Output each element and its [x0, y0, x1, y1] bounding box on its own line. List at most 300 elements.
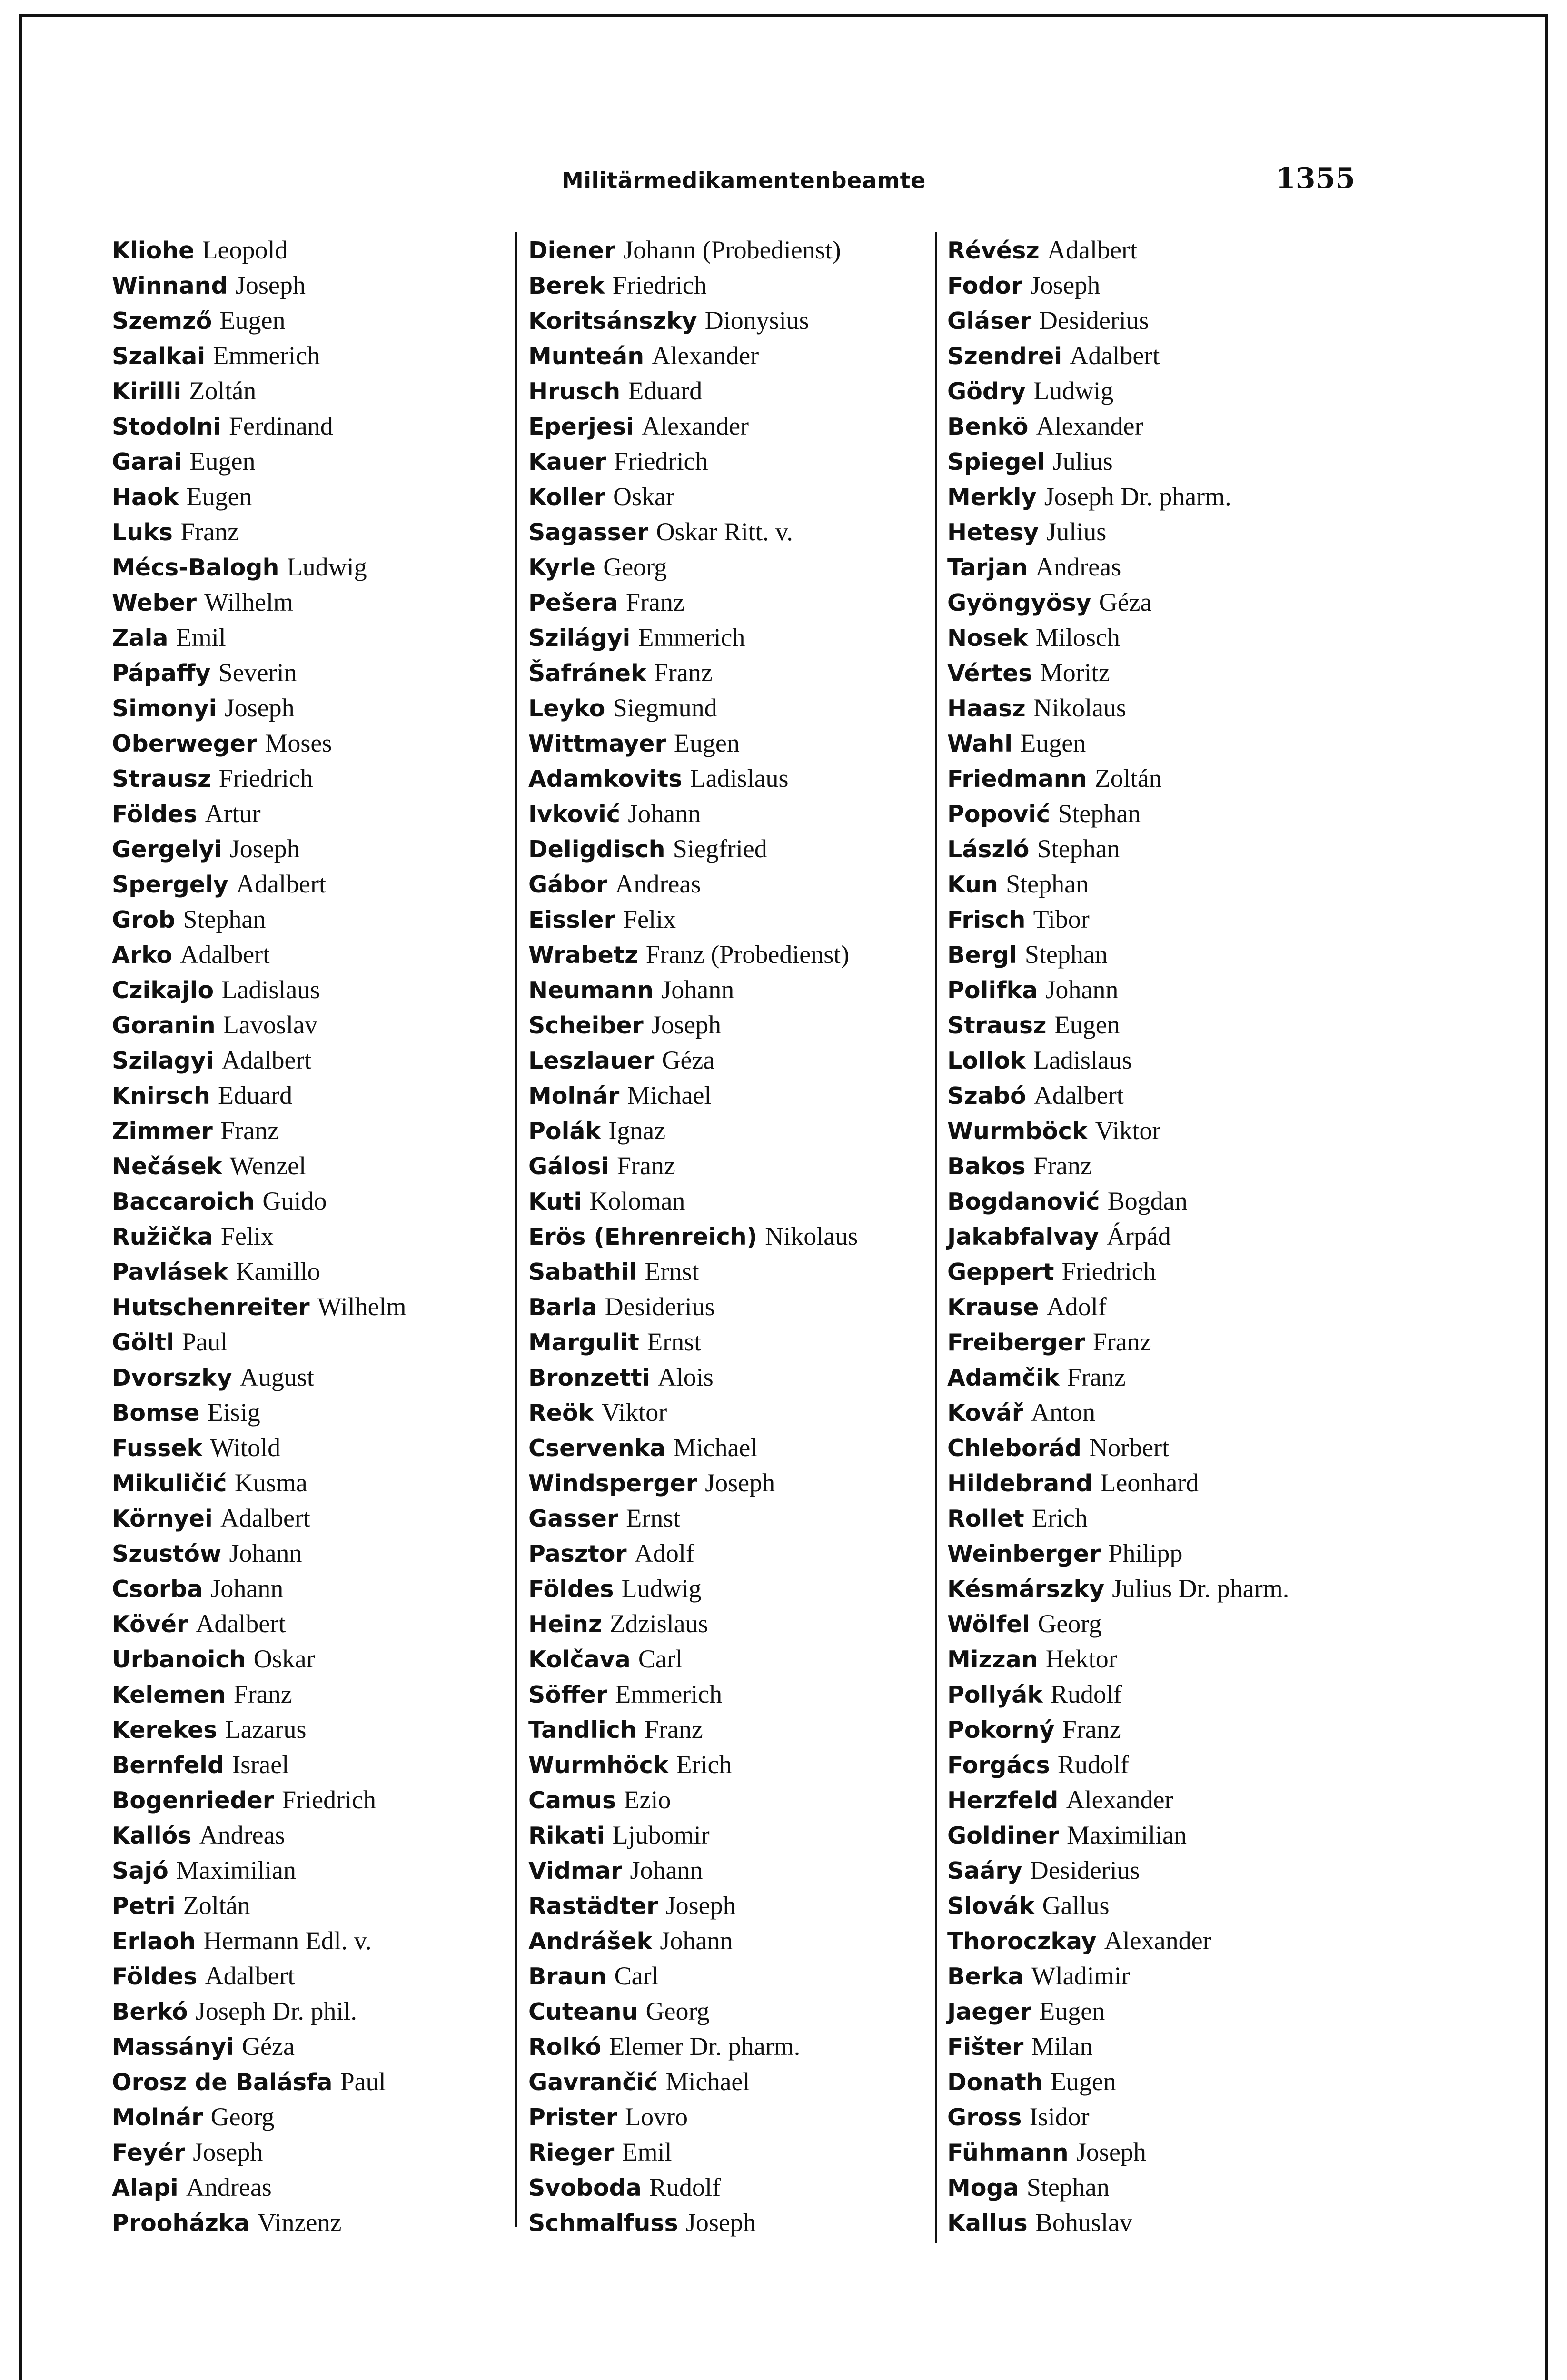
given-name: Adolf	[634, 1539, 694, 1567]
surname: Sagasser	[528, 519, 649, 546]
list-item	[112, 1676, 407, 1712]
surname: Gálosi	[528, 1153, 609, 1180]
surname: Czikajlo	[112, 977, 214, 1004]
given-name: Ludwig	[287, 553, 367, 581]
given-name: Norbert	[1089, 1433, 1170, 1462]
surname: Kuti	[528, 1188, 582, 1215]
list-item	[112, 2170, 407, 2205]
surname: Wölfel	[947, 1611, 1031, 1638]
surname: Koritsánszky	[528, 307, 697, 335]
surname: Vértes	[947, 660, 1032, 687]
list-item	[528, 303, 858, 338]
given-name: Milosch	[1035, 623, 1120, 652]
list-item	[112, 338, 407, 373]
surname: Urbanoich	[112, 1646, 246, 1673]
list-item	[112, 1289, 407, 1324]
surname: Knirsch	[112, 1082, 210, 1110]
surname: Berka	[947, 1963, 1024, 1990]
given-name: Vinzenz	[257, 2208, 342, 2237]
surname: Rikati	[528, 1822, 605, 1849]
list-item	[947, 1993, 1289, 2029]
list-item	[112, 1923, 407, 1958]
given-name: Zoltán	[189, 377, 257, 405]
list-item	[528, 232, 858, 268]
given-name: Eisig	[207, 1398, 260, 1427]
list-item	[528, 514, 858, 549]
given-name: Nikolaus	[1033, 694, 1127, 722]
list-item	[528, 2134, 858, 2170]
list-item	[528, 1817, 858, 1853]
given-name: Géza	[662, 1046, 715, 1074]
surname: Eissler	[528, 906, 615, 933]
list-item	[528, 796, 858, 831]
given-name: Felix	[220, 1222, 274, 1250]
given-name: Georg	[210, 2102, 275, 2131]
surname: Fodor	[947, 272, 1023, 299]
surname: Tandlich	[528, 1716, 637, 1744]
list-item	[947, 2134, 1289, 2170]
list-item	[947, 1078, 1289, 1113]
list-item	[528, 444, 858, 479]
list-item	[947, 796, 1289, 831]
list-item	[947, 2064, 1289, 2099]
list-item	[947, 1853, 1289, 1888]
given-name: Leopold	[202, 236, 288, 264]
given-name: Alexander	[1036, 412, 1143, 440]
surname: Herzfeld	[947, 1787, 1059, 1814]
given-name: Felix	[623, 905, 676, 933]
surname: Bergl	[947, 942, 1017, 969]
given-name: Viktor	[1095, 1116, 1161, 1145]
surname: Gasser	[528, 1505, 619, 1532]
given-name: Johann (Probedienst)	[623, 236, 841, 264]
given-name: Adalbert	[1033, 1081, 1124, 1110]
surname: Wrabetz	[528, 942, 638, 969]
given-name: Andreas	[186, 2173, 272, 2202]
given-name: Franz	[1033, 1151, 1092, 1180]
given-name: Emmerich	[213, 341, 320, 370]
list-item	[947, 1324, 1289, 1359]
given-name: Georg	[603, 553, 667, 581]
given-name: Ferdinand	[228, 412, 333, 440]
list-item	[528, 479, 858, 514]
column-rule	[515, 232, 517, 2227]
surname: Petri	[112, 1893, 176, 1920]
surname: Goldiner	[947, 1822, 1059, 1849]
list-item	[112, 1007, 407, 1042]
given-name: Erich	[676, 1750, 732, 1779]
given-name: Paul	[182, 1328, 228, 1356]
list-item	[112, 1712, 407, 1747]
surname: Bernfeld	[112, 1752, 225, 1779]
list-item	[947, 338, 1289, 373]
given-name: Ezio	[624, 1785, 671, 1814]
surname: Bogdanović	[947, 1188, 1100, 1215]
list-item	[947, 2029, 1289, 2064]
surname: Weber	[112, 589, 197, 616]
given-name: Bogdan	[1107, 1187, 1188, 1215]
given-name: Israel	[232, 1750, 289, 1779]
list-item	[947, 937, 1289, 972]
list-item	[112, 690, 407, 725]
given-name: Stephan	[1024, 940, 1108, 969]
given-name: Johann	[229, 1539, 302, 1567]
surname: Goranin	[112, 1012, 216, 1039]
given-name: Wenzel	[229, 1151, 307, 1180]
list-item	[112, 1219, 407, 1254]
given-name: Zoltán	[183, 1891, 250, 1920]
list-item	[528, 1993, 858, 2029]
given-name: Eugen	[1050, 2067, 1116, 2096]
surname: Leyko	[528, 695, 605, 722]
given-name: Stephan	[183, 905, 266, 933]
list-item	[112, 2099, 407, 2134]
list-item	[112, 1148, 407, 1183]
surname: Windsperger	[528, 1470, 697, 1497]
surname: Csorba	[112, 1576, 203, 1603]
list-item	[947, 725, 1289, 761]
list-item	[528, 1183, 858, 1219]
given-name: Oskar	[613, 482, 674, 511]
given-name: Julius	[1052, 447, 1113, 476]
given-name: Ernst	[645, 1257, 699, 1286]
surname: Reök	[528, 1399, 594, 1427]
list-item	[528, 1923, 858, 1958]
given-name: Eugen	[1020, 729, 1086, 757]
surname: Fišter	[947, 2033, 1024, 2061]
given-name: Franz (Probedienst)	[645, 940, 850, 969]
list-item	[528, 620, 858, 655]
given-name: Johann	[628, 799, 701, 828]
surname: Prooházka	[112, 2210, 250, 2237]
surname: Gross	[947, 2104, 1022, 2131]
list-item	[947, 972, 1289, 1007]
surname: Simonyi	[112, 695, 217, 722]
surname: Gavrančić	[528, 2069, 658, 2096]
list-item	[947, 2099, 1289, 2134]
given-name: Eugen	[1054, 1011, 1120, 1039]
surname: Braun	[528, 1963, 607, 1990]
given-name: Andreas	[1035, 553, 1121, 581]
surname: Bakos	[947, 1153, 1026, 1180]
given-name: Adalbert	[1047, 236, 1137, 264]
given-name: Wladimir	[1031, 1962, 1130, 1990]
surname: Szendrei	[947, 343, 1062, 370]
list-item	[947, 1747, 1289, 1782]
surname: Berek	[528, 272, 605, 299]
surname: Nečásek	[112, 1153, 222, 1180]
given-name: Friedrich	[1061, 1257, 1156, 1286]
surname: Révész	[947, 237, 1040, 264]
surname: Bronzetti	[528, 1364, 650, 1391]
given-name: Stephan	[1058, 799, 1141, 828]
given-name: Joseph	[665, 1891, 736, 1920]
given-name: Joseph	[235, 271, 306, 299]
given-name: Franz	[220, 1116, 279, 1145]
given-name: Nikolaus	[765, 1222, 858, 1250]
surname: Gábor	[528, 871, 608, 898]
surname: Prister	[528, 2104, 617, 2131]
surname: Wurmhöck	[528, 1752, 669, 1779]
list-item	[528, 1853, 858, 1888]
given-name: Friedrich	[218, 764, 313, 793]
surname: Kliohe	[112, 237, 195, 264]
surname: Pešera	[528, 589, 618, 616]
surname: Zala	[112, 625, 169, 652]
list-item	[112, 408, 407, 444]
surname: Kovář	[947, 1399, 1023, 1427]
list-item	[112, 761, 407, 796]
surname: Jakabfalvay	[947, 1223, 1099, 1250]
surname: Kun	[947, 871, 998, 898]
list-item	[112, 1853, 407, 1888]
surname: Kelemen	[112, 1681, 226, 1708]
given-name: Ludwig	[1033, 377, 1114, 405]
given-name: Zoltán	[1094, 764, 1162, 793]
given-name: Rudolf	[1050, 1680, 1122, 1708]
list-item	[112, 1430, 407, 1465]
list-item	[528, 1289, 858, 1324]
given-name: Johann	[660, 1926, 733, 1955]
list-item	[947, 2205, 1289, 2240]
list-item	[112, 514, 407, 549]
surname: Kirilli	[112, 378, 182, 405]
given-name: Friedrich	[614, 447, 708, 476]
list-item	[112, 1571, 407, 1606]
surname: Ivković	[528, 801, 620, 828]
list-item	[947, 1289, 1289, 1324]
surname: Dvorszky	[112, 1364, 232, 1391]
list-item	[947, 1888, 1289, 1923]
list-item	[528, 1641, 858, 1676]
surname: Kövér	[112, 1611, 188, 1638]
list-item	[112, 444, 407, 479]
given-name: Eugen	[189, 447, 256, 476]
list-item	[112, 2134, 407, 2170]
surname: Berkó	[112, 1998, 188, 2025]
given-name: Hektor	[1045, 1645, 1117, 1673]
given-name: Joseph	[1030, 271, 1101, 299]
surname: Környei	[112, 1505, 213, 1532]
surname: Nosek	[947, 625, 1028, 652]
list-item	[112, 1324, 407, 1359]
given-name: Joseph	[651, 1011, 721, 1039]
surname: Fussek	[112, 1435, 203, 1462]
surname: Alapi	[112, 2174, 179, 2202]
surname: Cservenka	[528, 1435, 666, 1462]
surname: László	[947, 836, 1030, 863]
surname: Molnár	[528, 1082, 620, 1110]
list-item	[947, 1183, 1289, 1219]
list-item	[112, 725, 407, 761]
surname: Zimmer	[112, 1118, 213, 1145]
surname: Szilagyi	[112, 1047, 214, 1074]
surname: Bogenrieder	[112, 1787, 274, 1814]
list-item	[947, 902, 1289, 937]
list-item	[112, 1958, 407, 1993]
given-name: Wilhelm	[204, 588, 294, 616]
given-name: August	[239, 1363, 314, 1391]
surname: Sabathil	[528, 1259, 637, 1286]
given-name: Desiderius	[605, 1292, 715, 1321]
list-item	[112, 2029, 407, 2064]
surname: Freiberger	[947, 1329, 1085, 1356]
list-item	[947, 690, 1289, 725]
list-item	[947, 1536, 1289, 1571]
surname: Mikuličić	[112, 1470, 227, 1497]
given-name: Johann	[661, 975, 734, 1004]
given-name: Géza	[1099, 588, 1152, 616]
given-name: Ludwig	[621, 1574, 702, 1603]
given-name: Joseph	[193, 2138, 263, 2166]
surname: Arko	[112, 942, 173, 969]
given-name: Johann	[1045, 975, 1119, 1004]
given-name: Ladislaus	[690, 764, 789, 793]
given-name: Alexander	[1066, 1785, 1173, 1814]
surname: Erös (Ehrenreich)	[528, 1223, 758, 1250]
surname: Földes	[528, 1576, 614, 1603]
surname: Deligdisch	[528, 836, 665, 863]
given-name: Andreas	[615, 870, 701, 898]
surname: Orosz de Balásfa	[112, 2069, 333, 2096]
list-item	[947, 1817, 1289, 1853]
list-item	[112, 796, 407, 831]
surname: Spiegel	[947, 448, 1045, 476]
surname: Luks	[112, 519, 173, 546]
list-item	[528, 2205, 858, 2240]
given-name: Georg	[1038, 1609, 1102, 1638]
given-name: Joseph	[705, 1468, 775, 1497]
given-name: Ernst	[647, 1328, 702, 1356]
given-name: Elemer Dr. pharm.	[609, 2032, 801, 2061]
given-name: Franz	[233, 1680, 292, 1708]
surname: Göltl	[112, 1329, 174, 1356]
list-item	[947, 1395, 1289, 1430]
list-item	[528, 2170, 858, 2205]
given-name: Paul	[340, 2067, 386, 2096]
given-name: Johann	[210, 1574, 284, 1603]
name-column-2	[528, 232, 858, 2240]
list-item	[528, 1219, 858, 1254]
list-item	[112, 1782, 407, 1817]
list-item	[528, 1430, 858, 1465]
given-name: Siegmund	[613, 694, 717, 722]
given-name: Erich	[1031, 1504, 1088, 1532]
given-name: Franz	[616, 1151, 675, 1180]
list-item	[112, 373, 407, 408]
list-item	[947, 1571, 1289, 1606]
given-name: Ladislaus	[1033, 1046, 1132, 1074]
surname: Scheiber	[528, 1012, 644, 1039]
list-item	[112, 902, 407, 937]
list-item	[112, 232, 407, 268]
list-item	[947, 1500, 1289, 1536]
given-name: Bohuslav	[1035, 2208, 1132, 2237]
given-name: Joseph Dr. pharm.	[1044, 482, 1231, 511]
list-item	[112, 1606, 407, 1641]
list-item	[528, 268, 858, 303]
list-item	[947, 866, 1289, 902]
given-name: Franz	[626, 588, 684, 616]
given-name: Lazarus	[225, 1715, 307, 1744]
surname: Hildebrand	[947, 1470, 1093, 1497]
list-item	[947, 2170, 1289, 2205]
surname: Haasz	[947, 695, 1026, 722]
list-item	[947, 373, 1289, 408]
list-item	[528, 585, 858, 620]
given-name: Artur	[205, 799, 261, 828]
list-item	[112, 1254, 407, 1289]
surname: Gláser	[947, 307, 1031, 335]
given-name: Gallus	[1042, 1891, 1110, 1920]
surname: Wurmböck	[947, 1118, 1088, 1145]
surname: Saáry	[947, 1857, 1022, 1884]
given-name: Michael	[665, 2067, 750, 2096]
surname: Késmárszky	[947, 1576, 1105, 1603]
given-name: Emmerich	[638, 623, 745, 652]
list-item	[112, 2064, 407, 2099]
given-name: Eugen	[186, 482, 252, 511]
given-name: Adalbert	[236, 870, 326, 898]
surname: Haok	[112, 484, 179, 511]
list-item	[112, 655, 407, 690]
surname: Kauer	[528, 448, 606, 476]
given-name: Georg	[645, 1997, 710, 2025]
surname: Szabó	[947, 1082, 1026, 1110]
given-name: Emil	[176, 623, 226, 652]
list-item	[112, 1113, 407, 1148]
surname: Fühmann	[947, 2139, 1069, 2166]
column-rule	[935, 232, 937, 2243]
list-item	[947, 655, 1289, 690]
surname: Söffer	[528, 1681, 608, 1708]
surname: Wittmayer	[528, 730, 666, 757]
list-item	[112, 1641, 407, 1676]
given-name: Stephan	[1006, 870, 1089, 898]
list-item	[947, 761, 1289, 796]
surname: Merkly	[947, 484, 1037, 511]
given-name: Viktor	[601, 1398, 667, 1427]
given-name: Eugen	[674, 729, 740, 757]
list-item	[528, 1254, 858, 1289]
list-item	[947, 620, 1289, 655]
surname: Moga	[947, 2174, 1019, 2202]
list-item	[112, 268, 407, 303]
surname: Massányi	[112, 2033, 234, 2061]
surname: Baccaroich	[112, 1188, 255, 1215]
surname: Bomse	[112, 1399, 200, 1427]
given-name: Joseph	[1076, 2138, 1146, 2166]
given-name: Lavoslav	[223, 1011, 317, 1039]
surname: Tarjan	[947, 554, 1028, 581]
given-name: Friedrich	[612, 271, 707, 299]
given-name: Árpád	[1106, 1222, 1171, 1250]
given-name: Isidor	[1029, 2102, 1090, 2131]
given-name: Emil	[622, 2138, 672, 2166]
list-item	[112, 1042, 407, 1078]
surname: Neumann	[528, 977, 654, 1004]
list-item	[947, 1712, 1289, 1747]
list-item	[528, 1465, 858, 1500]
given-name: Carl	[614, 1962, 659, 1990]
list-item	[112, 937, 407, 972]
given-name: Andreas	[199, 1821, 285, 1849]
list-item	[112, 972, 407, 1007]
running-title: Militärmedikamentenbeamte	[562, 168, 926, 193]
given-name: Franz	[1067, 1363, 1126, 1391]
given-name: Kamillo	[236, 1257, 320, 1286]
given-name: Franz	[1062, 1715, 1121, 1744]
